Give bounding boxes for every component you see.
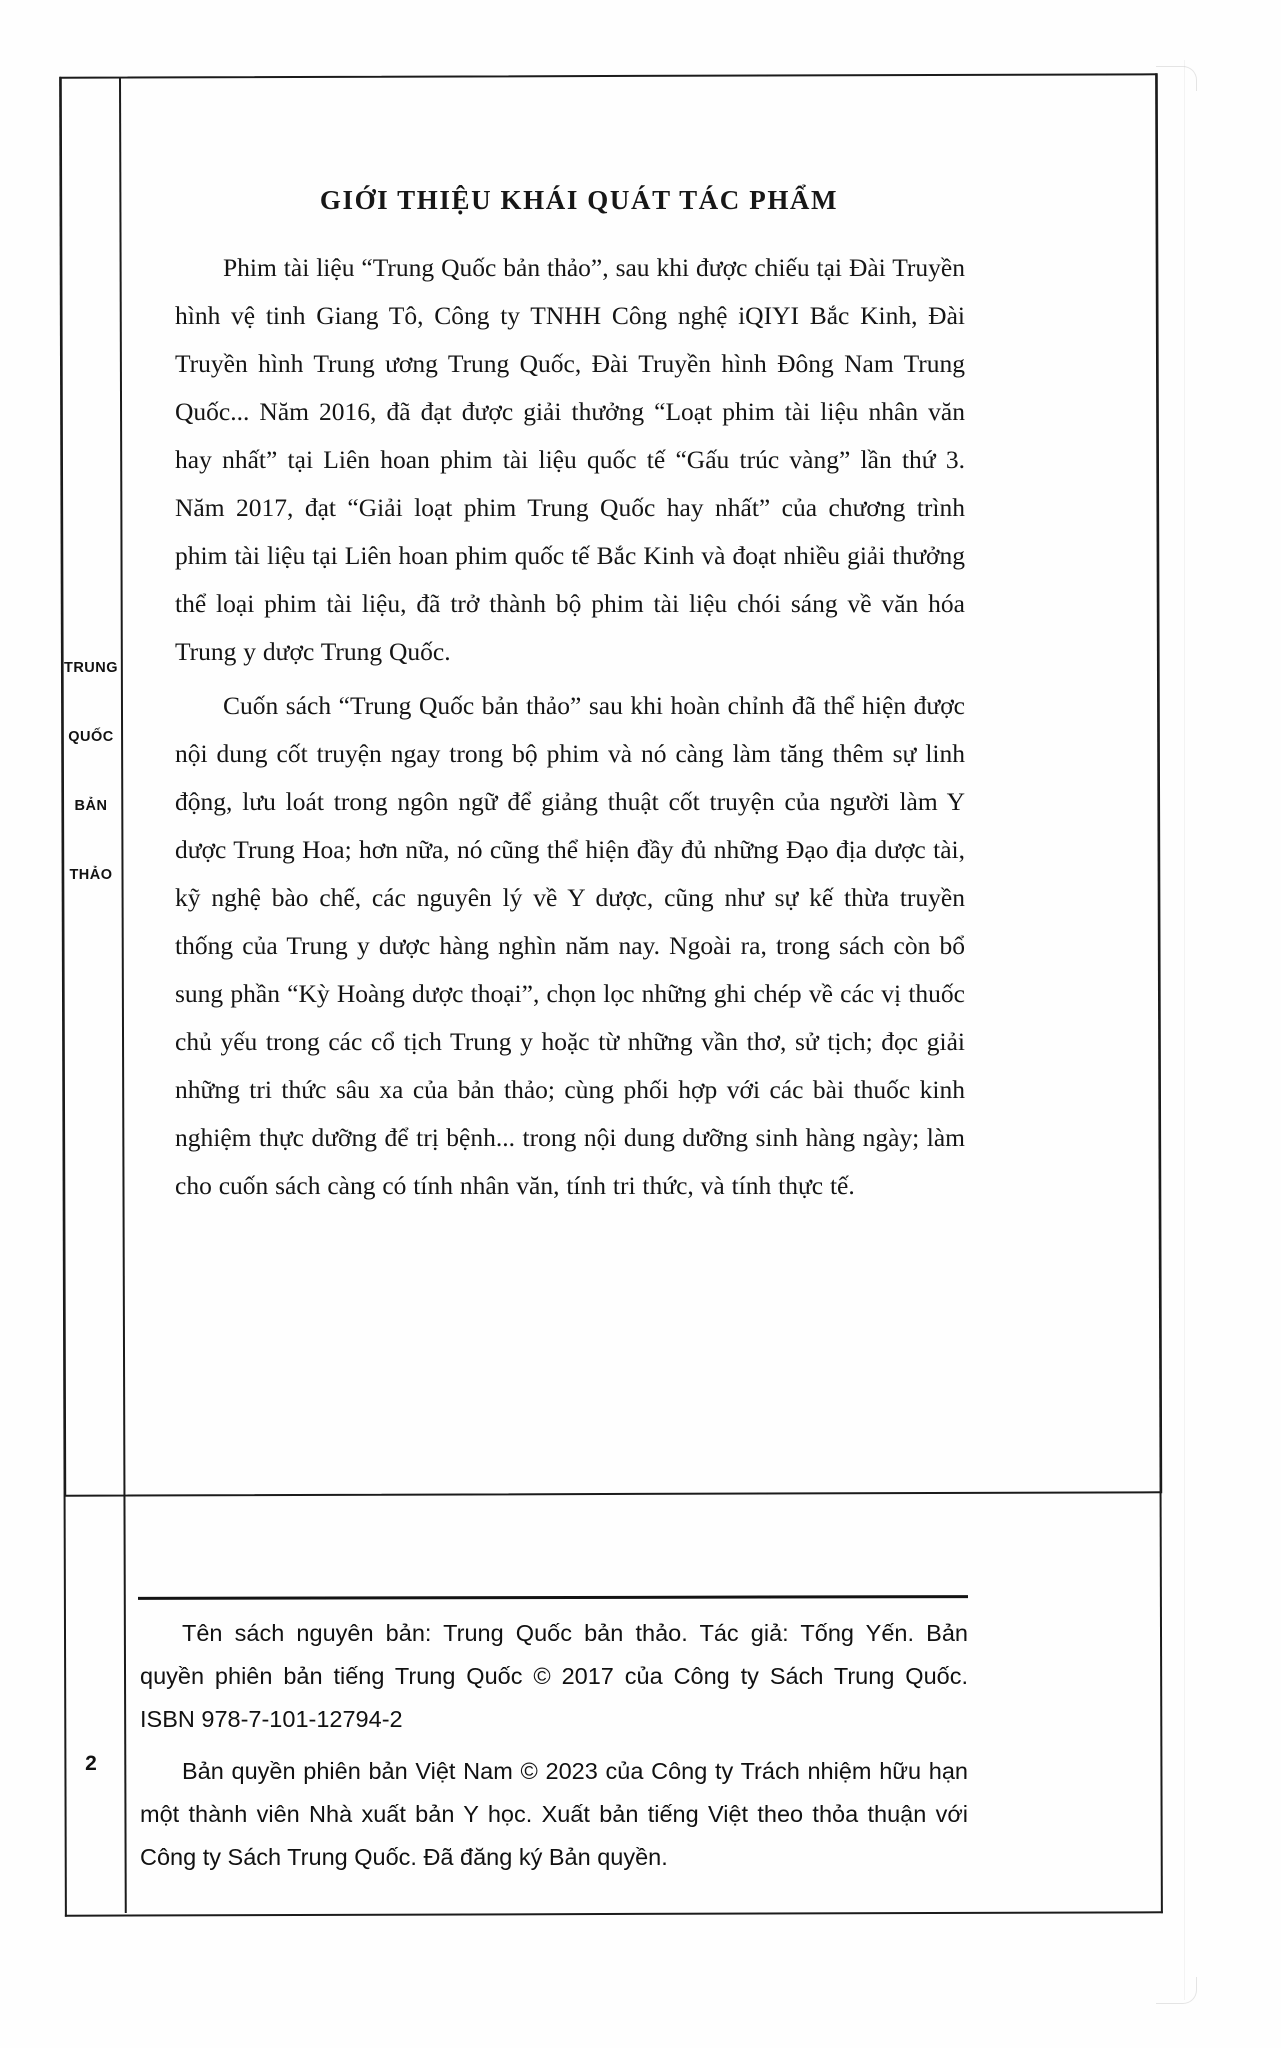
side-tab-word-4: THẢO (69, 867, 113, 883)
paper-corner-top (1156, 66, 1197, 91)
main-text-column (175, 185, 965, 1216)
colophon-line-2: Bản quyền phiên bản Việt Nam © 2023 của Công ty Trách nhiệm hữu hạn một thành viên Nhà xuất bản Y học. Xuất bản tiếng Việt theo thỏa thuận với Công ty Sách Trung Quốc. Đã đăng ký Bản quyền. (140, 1758, 968, 1870)
colophon-block (140, 1612, 968, 1879)
body-paragraph-1: Phim tài liệu “Trung Quốc bản thảo”, sau khi được chiếu tại Đài Truyền hình vệ tinh Giang Tô, Công ty TNHH Công nghệ iQIYI Bắc Kinh, Đài Truyền hình Trung ương Trung Quốc, Đài Truyền hình Đông Nam Trung Quốc... Năm 2016, đã đạt được giải thưởng “Loạt phim tài liệu nhân văn hay nhất” tại Liên hoan phim tài liệu quốc tế “Gấu trúc vàng” lần thứ 3. Năm 2017, đạt “Giải loạt phim Trung Quốc hay nhất” của chương trình phim tài liệu tại Liên hoan phim quốc tế Bắc Kinh và đoạt nhiều giải thưởng thể loại phim tài liệu, đã trở thành bộ phim tài liệu chói sáng về văn hóa Trung y dược Trung Quốc. (175, 253, 965, 666)
page-number: 2 (85, 1752, 97, 1775)
side-tab-word-2: QUỐC (68, 729, 114, 745)
colophon-line-1: Tên sách nguyên bản: Trung Quốc bản thảo. Tác giả: Tống Yến. Bản quyền phiên bản tiếng Trung Quốc © 2017 của Công ty Sách Trung Quốc. ISBN 978-7-101-12794-2 (140, 1620, 968, 1732)
side-tab-word-1: TRUNG (63, 660, 119, 676)
side-tab (62, 660, 120, 883)
page-title: GIỚI THIỆU KHÁI QUÁT TÁC PHẨM (319, 185, 839, 215)
body-paragraph-2: Cuốn sách “Trung Quốc bản thảo” sau khi hoàn chỉnh đã thể hiện được nội dung cốt truyện ngay trong bộ phim và nó càng làm tăng thêm sự linh động, lưu loát trong ngôn ngữ để giảng thuật cốt truyện của người làm Y dược Trung Hoa; hơn nữa, nó cũng thể hiện đầy đủ những Đạo địa dược tài, kỹ nghệ bào chế, các nguyên lý về Y dược, cũng như sự kế thừa truyền thống của Trung y dược hàng nghìn năm nay. Ngoài ra, trong sách còn bổ sung phần “Kỳ Hoàng dược thoại”, chọn lọc những ghi chép về các vị thuốc chủ yếu trong các cổ tịch Trung y hoặc từ những vần thơ, sử tịch; đọc giải những tri thức sâu xa của bản thảo; cùng phối hợp với các bài thuốc kinh nghiệm thực dưỡng để trị bệnh... trong nội dung dưỡng sinh hàng ngày; làm cho cuốn sách càng có tính nhân văn, tính tri thức, và tính thực tế. (175, 691, 965, 1200)
paper-edge (1184, 60, 1185, 2000)
side-tab-word-3: BẢN (74, 798, 108, 814)
paper-corner-bottom (1156, 1977, 1197, 2004)
